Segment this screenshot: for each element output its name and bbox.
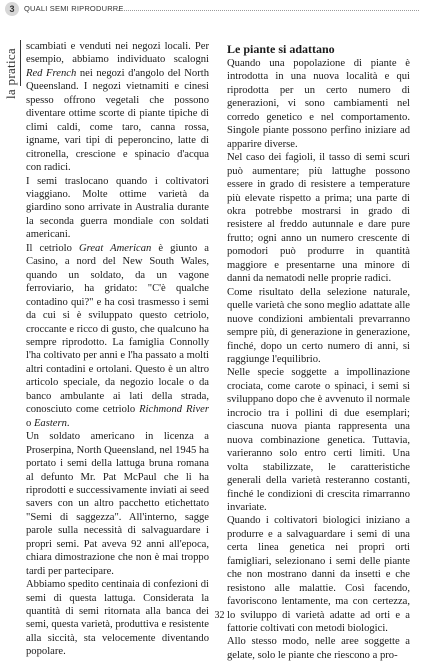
- running-title: QUALI SEMI RIPRODURRE: [24, 4, 124, 13]
- side-label-rule: [20, 40, 21, 86]
- left-paragraph-5: Abbiamo spedito centinaia di confezioni di semi di questa lattuga. Considerata la quantità di semi ritornata alla banca dei semi, questa varietà, produttiva e resistente alla siccità, sta velocemente diventando popolare.: [26, 579, 209, 658]
- section-heading: Le piante si adattano: [227, 42, 335, 56]
- right-paragraph-3: Come risultato della selezione naturale, quelle varietà che sono meglio adattate alle nuove condizioni ambientali prevarranno sempre più, di generazione in generazione, finché, dopo un certo numero di anni, si raggiunge l'equilibrio.: [227, 286, 410, 365]
- right-paragraph-2: Nel caso dei fagioli, il tasso di semi scuri può aumentare; più lattughe possono essere in grado di resistere a temperature più elevate rispetto a prima; una parte di okra potrebbe mostrarsi in grado di resistere al freddo autunnale e dare pure frutto; ogni anno un numero crescente di pomodori può produrre in quantità maggiore e presentarne una minore di danni da nematodi nelle proprie radici.: [227, 152, 410, 285]
- page-header: [0, 0, 439, 22]
- right-paragraph-1: Quando una popolazione di piante è introdotta in una nuova località e qui riprodotta per un certo numero di generazioni, vi sono cambiamenti nel corredo genetico e nel comportamento. Singole piante possono perfino iniziare ad apparire diverse.: [227, 58, 410, 150]
- right-text-column: [227, 42, 410, 662]
- chapter-number-badge: 3: [5, 2, 19, 16]
- dotted-leader-rule: [118, 10, 419, 11]
- side-section-label: la pratica: [3, 48, 18, 99]
- right-paragraph-6: Allo stesso modo, nelle aree soggette a gelate, solo le piante che riescono a pro-: [227, 636, 410, 661]
- right-paragraph-5: Quando i coltivatori biologici iniziano a produrre e a salvaguardare i semi di una certa linea genetica nei propri orti famigliari, selezionano i semi delle piante che non mostrano danni da insetti e che resistono alle malattie. Così facendo, favoriscono lentamente, ma con certezza, lo sviluppo di varietà adatte ad orti e a fattorie coltivati con metodi biologici.: [227, 515, 410, 635]
- left-text-column: [26, 40, 209, 659]
- right-paragraph-4: Nelle specie soggette a impollinazione crociata, come carote o spinaci, i semi si sviluppano dopo che è avvenuto il normale incrocio tra i pollini di due esemplari; ciascuna nuova pianta rappresenta una nuova combinazione genetica. Tuttavia, varieranno solo entro certi limiti. Una volta stabilizzate, le caratteristiche generali della varietà resteranno costanti, finché le condizioni di crescita rimarranno invariate.: [227, 367, 410, 513]
- left-paragraph-4: Un soldato americano in licenza a Proserpina, North Queensland, nel 1945 ha portato i semi della lattuga bruna romana al defunto Mr. Pat McPaul che li ha riprodotti e successivamente inviati ai seed savers con un altro pacchetto etichettato "Semi di saggezza". All'interno, sagge parole sulla necessità di salvaguardare i propri semi. Pat aveva 92 anni all'epoca, chiara dimostrazione che non è mai troppo tardi per partecipare.: [26, 431, 209, 577]
- page-number: 32: [214, 610, 225, 621]
- left-paragraph-2: I semi traslocano quando i coltivatori viaggiano. Molte ottime varietà da giardino sono arrivate in Australia durante la seconda guerra mondiale con soldati americani.: [26, 175, 209, 241]
- left-paragraph-3: Il cetriolo Great American è giunto a Casino, a nord del New South Wales, quando un soldato, da un vagone ferroviario, ha gridato: "C'è qualche contadino qui?" e ha così trasmesso i semi da cui si è sviluppato questo cetriolo, croccante e ricco di gusto, che qualcuno ha sempre riprodotto. La famiglia Connolly l'ha coltivato per anni e l'ha passato a molti altri contadini e ortolani. Questo è un altro articolo speciale, da negozio locale o da banco ambulante ai lati della strada, conosciuto come cetriolo Richmond River o Eastern.: [26, 242, 210, 429]
- left-paragraph-1: scambiati e venduti nei negozi locali. Per esempio, abbiamo individuato scalogni Red French nei negozi d'angolo del North Queensland. I negozi vietnamiti e cinesi spesso offrono vegetali che possono diventare ottime scorte di piante tipiche di climi caldi, come taro, canna rossa, igname, vari tipi di peperoncino, latte di citronella, crescione e spinacio d'acqua con radici.: [26, 41, 209, 174]
